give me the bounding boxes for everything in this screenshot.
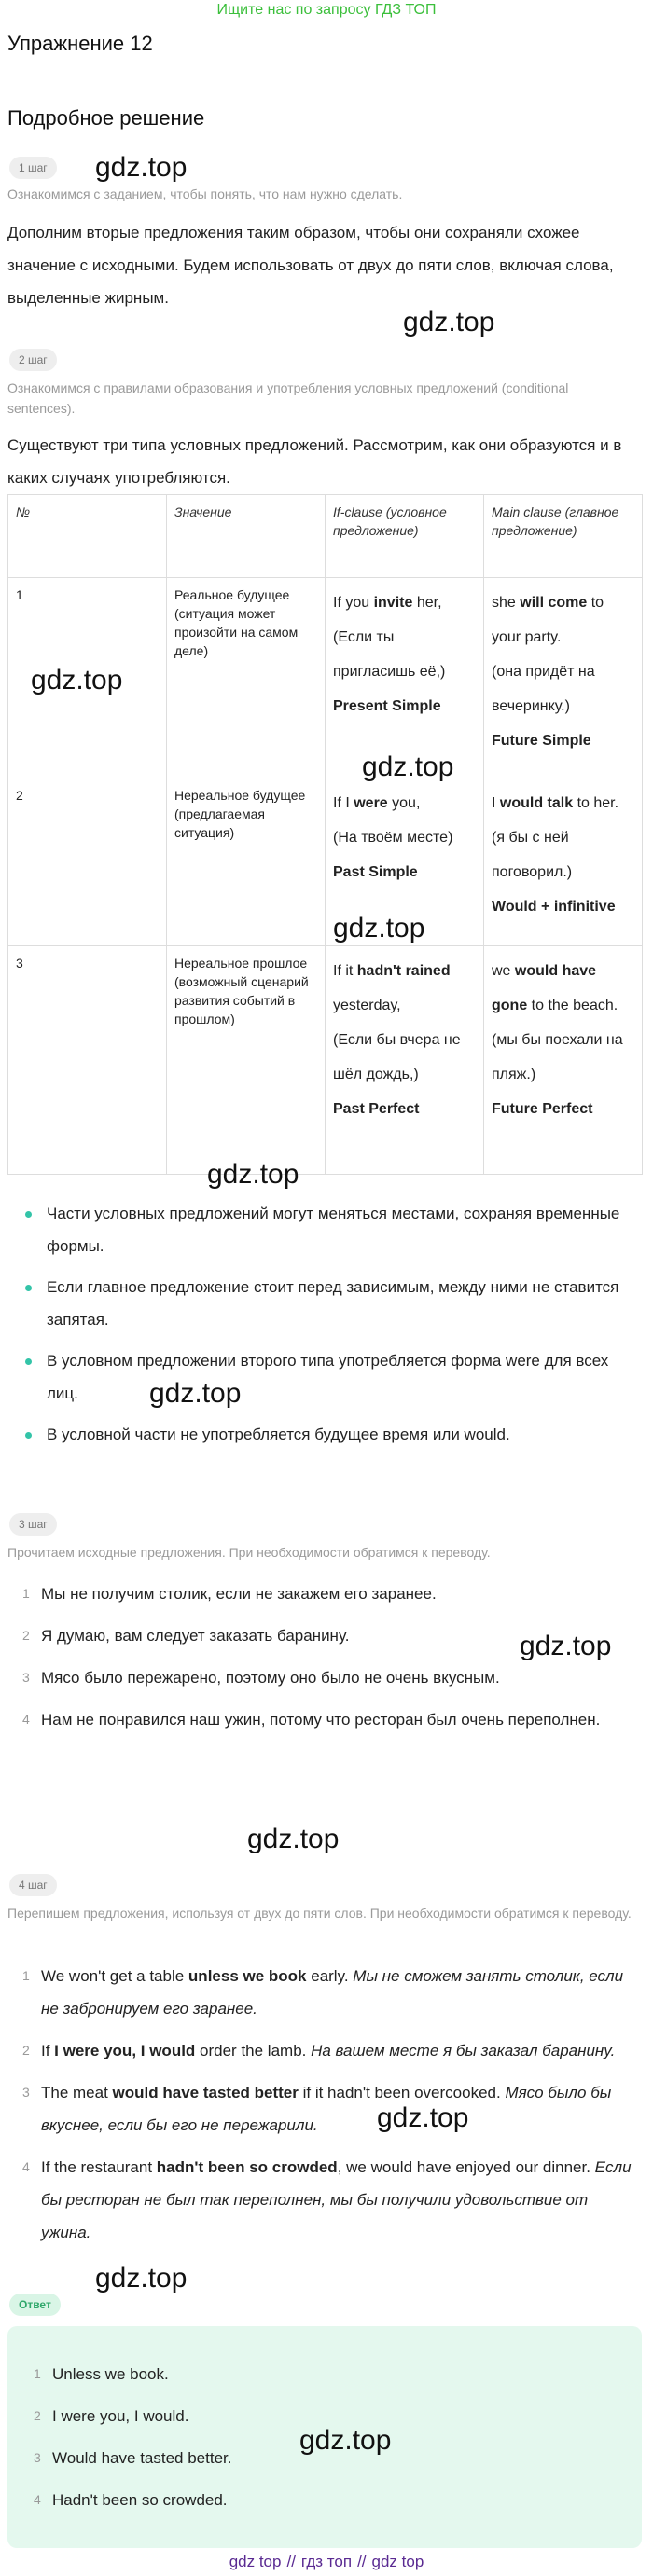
step-hint: Ознакомимся с заданием, чтобы понять, что нам нужно сделать.: [7, 186, 403, 201]
row-number: 2: [8, 778, 167, 946]
footer-links: [0, 2550, 653, 2574]
step-badge: 1 шаг: [9, 157, 57, 179]
table-header: Main clause (главное предложение): [484, 495, 643, 578]
list-item: 2 Я думаю, вам следует заказать баранину.: [22, 1627, 350, 1645]
main-translation: (мы бы поехали на пляж.): [492, 1032, 623, 1082]
watermark: gdz.top: [520, 1631, 612, 1661]
answer-badge: Ответ: [9, 2294, 61, 2316]
step-badge: 2 шаг: [9, 349, 57, 371]
main-tense: Would + infinitive: [492, 899, 616, 915]
row-meaning: Реальное будущее (ситуация может произойти на самом деле): [167, 578, 326, 778]
rules-list: [7, 1197, 632, 1459]
watermark: gdz.top: [31, 665, 123, 696]
main-clause-cell: [484, 578, 643, 778]
if-translation: (На твоём месте): [333, 830, 453, 846]
row-number: 1: [8, 578, 167, 778]
conditionals-table: [7, 494, 643, 1175]
step-badge: 4 шаг: [9, 1874, 57, 1896]
table-row: [8, 778, 643, 946]
list-item: 3 Would have tasted better.: [34, 2449, 232, 2467]
if-clause-cell: [326, 578, 484, 778]
step-text: Дополним вторые предложения таким образом, чтобы они сохраняли схожее значение с исходными. Будем использовать от двух до пяти слов, включая слова, выделенные жирным.: [7, 224, 614, 307]
step-hint: Ознакомимся с правилами образования и употребления условных предложений (conditional sentences).: [7, 380, 569, 416]
main-example: she will come to your party.: [492, 595, 604, 645]
table-header: №: [8, 495, 167, 578]
row-number: 3: [8, 946, 167, 1175]
if-tense: Present Simple: [333, 698, 441, 714]
step-text: Существуют три типа условных предложений. Рассмотрим, как они образуются и в каких случаях употребляются.: [7, 436, 622, 487]
footer-separator: //: [286, 2553, 296, 2570]
list-item: 4 Hadn't been so crowded.: [34, 2491, 228, 2509]
if-translation: (Если бы вчера не шёл дождь,): [333, 1032, 461, 1082]
list-item: 2 I were you, I would.: [34, 2407, 189, 2425]
watermark: gdz.top: [299, 2425, 392, 2456]
list-item: 3 The meat would have tasted better if it hadn't been overcooked. Мясо было бы вкуснее, если бы его не пережарили.: [22, 2084, 612, 2134]
watermark: gdz.top: [377, 2102, 469, 2133]
watermark: gdz.top: [247, 1824, 340, 1854]
list-item: Части условных предложений могут меняться местами, сохраняя временные формы.: [7, 1197, 632, 1262]
list-item: 4 Нам не понравился наш ужин, потому что ресторан был очень переполнен.: [22, 1711, 601, 1729]
watermark: gdz.top: [95, 2263, 188, 2294]
top-banner: Ищите нас по запросу ГДЗ ТОП: [216, 2, 437, 18]
if-translation: (Если ты пригласишь её,): [333, 629, 446, 680]
if-tense: Past Simple: [333, 864, 418, 880]
list-item: 1 We won't get a table unless we book early. Мы не сможем занять столик, если не забронируем его заранее.: [22, 1967, 624, 2018]
footer-separator: //: [357, 2553, 367, 2570]
step-badge: 3 шаг: [9, 1513, 57, 1536]
watermark: gdz.top: [403, 307, 495, 337]
watermark: gdz.top: [95, 152, 188, 183]
watermark: gdz.top: [333, 913, 425, 944]
main-example: I would talk to her.: [492, 795, 619, 811]
main-example: we would have gone to the beach.: [492, 963, 618, 1013]
list-item: Если главное предложение стоит перед зависимым, между ними не ставится запятая.: [7, 1271, 632, 1336]
main-clause-cell: [484, 778, 643, 946]
main-clause-cell: [484, 946, 643, 1175]
main-tense: Future Perfect: [492, 1101, 593, 1117]
if-example: If I were you,: [333, 795, 421, 811]
main-translation: (я бы с ней поговорил.): [492, 830, 573, 880]
step-hint: Перепишем предложения, используя от двух до пяти слов. При необходимости обратимся к переводу.: [7, 1906, 632, 1921]
row-meaning: Нереальное будущее (предлагаемая ситуация): [167, 778, 326, 946]
footer-link[interactable]: gdz top: [371, 2553, 424, 2570]
if-clause-cell: [326, 946, 484, 1175]
footer-link[interactable]: gdz top: [229, 2553, 282, 2570]
list-item: 1 Мы не получим столик, если не закажем его заранее.: [22, 1585, 437, 1603]
watermark: gdz.top: [207, 1159, 299, 1190]
list-item: В условном предложении второго типа употребляется форма were для всех лиц.: [7, 1344, 632, 1410]
main-tense: Future Simple: [492, 733, 591, 749]
main-translation: (она придёт на вечеринку.): [492, 664, 595, 714]
table-row: [8, 946, 643, 1175]
list-item: 4 If the restaurant hadn't been so crowded, we would have enjoyed our dinner. Если бы ресторан не был так переполнен, мы бы получили удовольствие от ужина.: [22, 2158, 632, 2241]
table-header: Значение: [167, 495, 326, 578]
footer-link[interactable]: гдз топ: [300, 2553, 353, 2570]
list-item: В условной части не употребляется будущее время или would.: [7, 1418, 632, 1451]
section-title: Подробное решение: [7, 106, 205, 130]
if-tense: Past Perfect: [333, 1101, 420, 1117]
table-header: If-clause (условное предложение): [326, 495, 484, 578]
watermark: gdz.top: [362, 751, 454, 782]
watermark: gdz.top: [149, 1378, 242, 1409]
if-example: If it hadn't rained yesterday,: [333, 963, 451, 1013]
page-title: Упражнение 12: [7, 32, 153, 55]
row-meaning: Нереальное прошлое (возможный сценарий развития событий в прошлом): [167, 946, 326, 1175]
list-item: 1 Unless we book.: [34, 2365, 169, 2383]
table-header-row: [8, 495, 643, 578]
step-hint: Прочитаем исходные предложения. При необходимости обратимся к переводу.: [7, 1545, 491, 1560]
rewritten-sentences-list: [7, 1960, 632, 2249]
if-example: If you invite her,: [333, 595, 442, 611]
list-item: 3 Мясо было пережарено, поэтому оно было не очень вкусным.: [22, 1669, 500, 1687]
list-item: 2 If I were you, I would order the lamb. На вашем месте я бы заказал баранину.: [22, 2042, 616, 2059]
